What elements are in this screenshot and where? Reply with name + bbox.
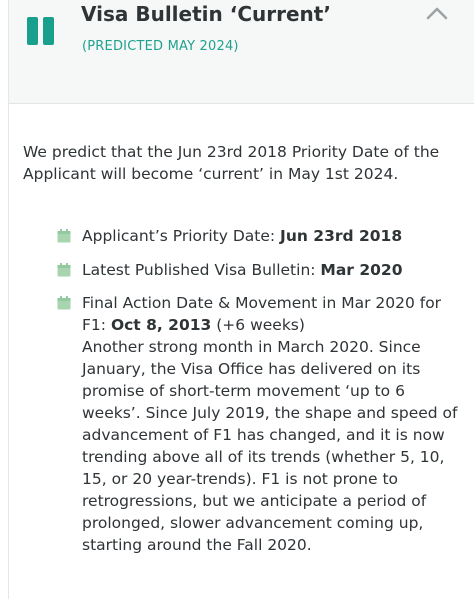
category-label: F1: — [82, 316, 111, 334]
visa-bulletin-value: Mar 2020 — [320, 261, 403, 279]
movement-description: Another strong month in March 2020. Since January, the Visa Office has delivered on its promise of short-term movement ‘up to 6 weeks’. Since July 2019, the shape and speed of advancement of F1 has changed, and it is now trending above all of its trends (whether 5, 10, 15, or 20 year-trends). F1 is not prone to retrogressions, but we anticipate a period of prolonged, slower advancement coming up, starting around the Fall 2020. — [82, 338, 458, 554]
prediction-summary: We predict that the Jun 23rd 2018 Priority Date of the Applicant will become ‘current’ in May 1st 2024. — [23, 143, 440, 183]
visa-bulletin-label: Latest Published Visa Bulletin: — [82, 261, 321, 279]
calendar-icon — [57, 263, 71, 277]
priority-date-label: Applicant’s Priority Date: — [82, 227, 281, 245]
card-header[interactable] — [9, 0, 474, 104]
priority-date-text — [82, 225, 472, 247]
prediction-date: (PREDICTED MAY 2024) — [82, 39, 239, 54]
movement-amount: (+6 weeks) — [211, 316, 305, 334]
visa-bulletin-text — [82, 259, 472, 281]
pause-icon — [27, 17, 55, 45]
visa-bulletin-card — [8, 0, 474, 599]
calendar-icon — [57, 229, 71, 243]
priority-date-value: Jun 23rd 2018 — [280, 227, 403, 245]
calendar-icon — [57, 296, 71, 310]
chevron-up-icon[interactable] — [425, 4, 449, 22]
final-action-date: Oct 8, 2013 — [110, 316, 212, 334]
final-action-text — [82, 292, 472, 556]
card-title: Visa Bulletin ‘Current’ — [81, 2, 331, 26]
final-action-label: Final Action Date & Movement in Mar 2020 for — [82, 294, 442, 312]
